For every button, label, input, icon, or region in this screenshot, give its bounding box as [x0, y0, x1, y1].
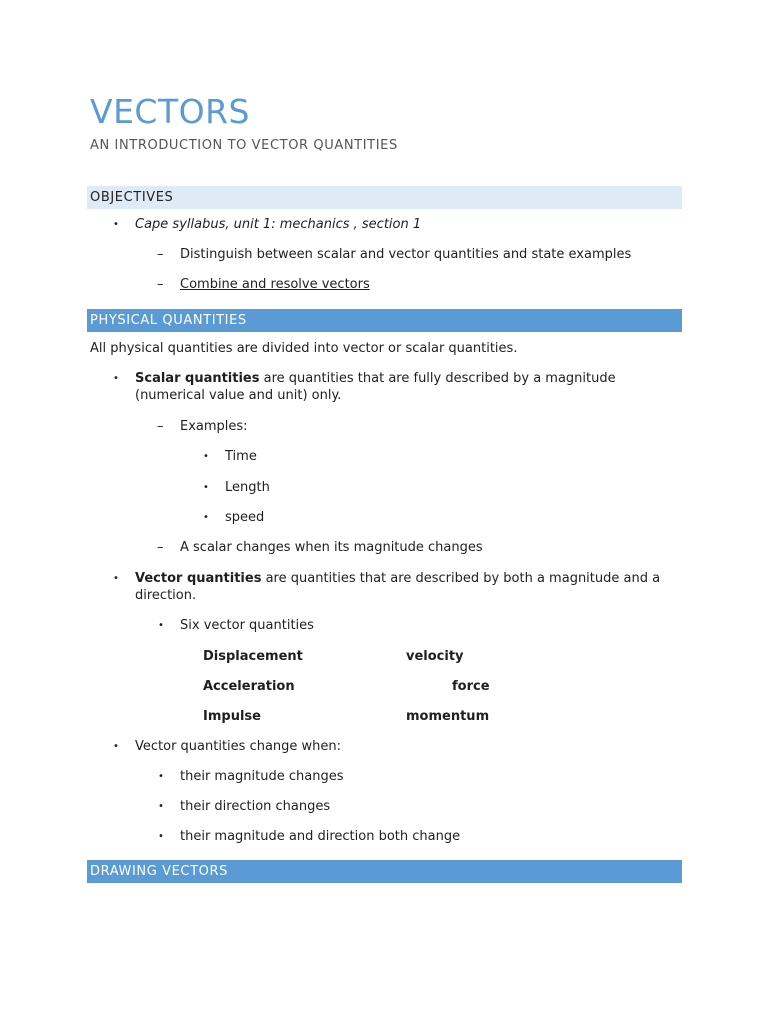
scalar-example: Time — [225, 449, 257, 464]
scalar-definition-text: are quantities that are fully described by a magnitude (numerical value and unit) only. — [135, 371, 616, 403]
bullet: • — [203, 451, 209, 462]
vector-table-cell: Displacement — [203, 649, 303, 664]
physical-quantities-heading: PHYSICAL QUANTITIES — [87, 309, 682, 332]
bullet: • — [203, 482, 209, 493]
six-vector-label: Six vector quantities — [180, 618, 314, 633]
bullet: • — [113, 373, 119, 384]
scalar-change-note: A scalar changes when its magnitude changes — [180, 540, 483, 555]
vector-table-cell: momentum — [406, 709, 490, 724]
scalar-definition — [135, 370, 675, 404]
bullet: • — [158, 801, 164, 812]
physical-intro: All physical quantities are divided into vector or scalar quantities. — [90, 341, 518, 356]
vector-table-cell: velocity — [406, 649, 464, 664]
scalar-example: speed — [225, 510, 265, 525]
objective-item: Distinguish between scalar and vector quantities and state examples — [180, 247, 632, 262]
dash: – — [157, 540, 164, 555]
vector-table-cell: force — [452, 679, 490, 694]
bullet: • — [158, 831, 164, 842]
dash: – — [157, 277, 164, 292]
vector-table-cell: Acceleration — [203, 679, 295, 694]
bullet: • — [113, 741, 119, 752]
vector-definition — [135, 570, 675, 604]
bullet: • — [203, 512, 209, 523]
page-title: VECTORS — [90, 92, 250, 131]
vector-table-cell: Impulse — [203, 709, 261, 724]
objectives-heading: OBJECTIVES — [87, 186, 682, 209]
scalar-example: Length — [225, 480, 270, 495]
drawing-vectors-heading: DRAWING VECTORS — [87, 860, 682, 883]
vector-change-item: their direction changes — [180, 799, 331, 814]
vector-definition-text: are quantities that are described by both a magnitude and a direction. — [135, 571, 661, 603]
page-subtitle: AN INTRODUCTION TO VECTOR QUANTITIES — [90, 138, 398, 153]
syllabus-reference: Cape syllabus, unit 1: mechanics , section 1 — [135, 217, 422, 232]
vector-change-item: their magnitude and direction both change — [180, 829, 461, 844]
bullet: • — [158, 620, 164, 631]
bullet: • — [158, 771, 164, 782]
vector-change-item: their magnitude changes — [180, 769, 344, 784]
dash: – — [157, 419, 164, 434]
scalar-term: Scalar quantities — [135, 371, 260, 386]
vector-term: Vector quantities — [135, 571, 262, 586]
bullet: • — [113, 573, 119, 584]
vector-change-label: Vector quantities change when: — [135, 739, 342, 754]
dash: – — [157, 247, 164, 262]
examples-label: Examples: — [180, 419, 248, 434]
bullet: • — [113, 219, 119, 230]
objective-item: Combine and resolve vectors — [180, 277, 370, 292]
